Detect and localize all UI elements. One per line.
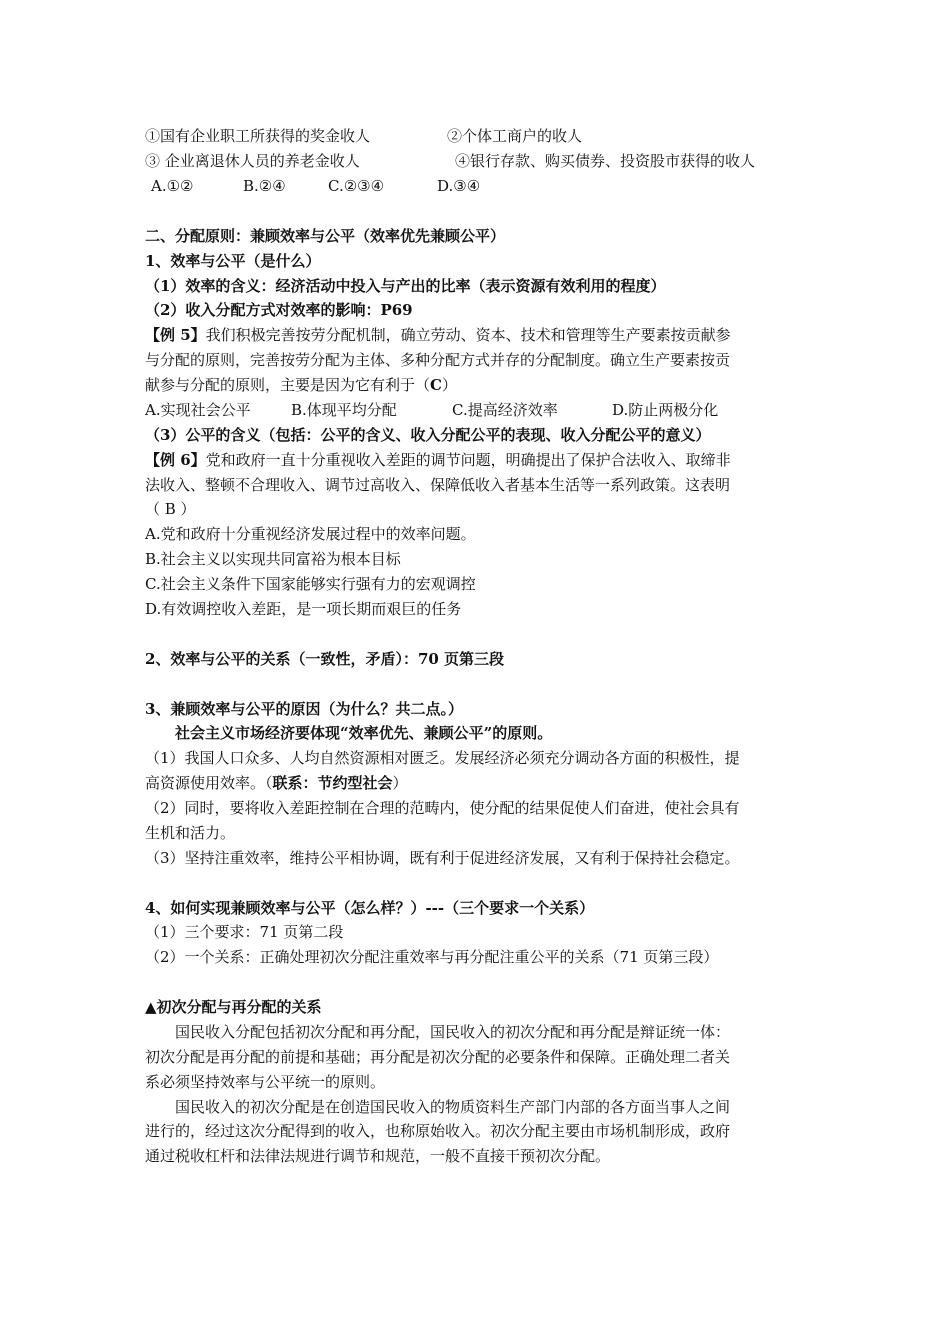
option-2: ②个体工商户的收人 xyxy=(447,127,583,145)
reason-1-link: 联系：节约型社会 xyxy=(272,774,393,792)
paragraph-2-line-2: 进行的，经过这次分配得到的收入，也称原始收入。初次分配主要由市场机制形成，政府 xyxy=(145,1122,731,1140)
example-6-line-3: （ B ） xyxy=(145,500,196,518)
point-distribution-effect: （2）收入分配方式对效率的影响：P69 xyxy=(145,301,413,319)
example-5-close: ） xyxy=(441,376,457,394)
example-6-line-2: 法收入、整顿不合理收入、调节过高收入、保障低收入者基本生活等一系列政策。这表明 xyxy=(145,476,731,494)
choice-d: D.③④ xyxy=(437,177,481,195)
example-5-text-3: 献参与分配的原则，主要是因为它有利于（ xyxy=(145,376,431,394)
subheading-4: 4、如何实现兼顾效率与公平（怎么样？）---（三个要求一个关系） xyxy=(145,899,595,917)
principle-statement: 社会主义市场经济要体现“效率优先、兼顾公平”的原则。 xyxy=(175,724,553,742)
paragraph-1-line-2: 初次分配是再分配的前提和基础；再分配是初次分配的必要条件和保障。正确处理二者关 xyxy=(145,1048,731,1066)
ex5-choice-c: C.提高经济效率 xyxy=(452,401,558,419)
example-5-answer: C xyxy=(430,376,442,394)
section-heading: 二、分配原则：兼顾效率与公平（效率优先兼顾公平） xyxy=(145,227,506,245)
ex6-choice-a: A.党和政府十分重视经济发展过程中的效率问题。 xyxy=(145,525,476,543)
ex6-choice-c: C.社会主义条件下国家能够实行强有力的宏观调控 xyxy=(145,575,476,593)
paragraph-2-line-1: 国民收入的初次分配是在创造国民收入的物质资料生产部门内部的各方面当事人之间 xyxy=(175,1098,731,1116)
triangle-heading: ▲初次分配与再分配的关系 xyxy=(145,998,322,1016)
subheading-3: 3、兼顾效率与公平的原因（为什么？共二点。） xyxy=(145,700,463,718)
example-5-tag: 【例 5】 xyxy=(145,326,206,344)
paragraph-1-line-1: 国民收入分配包括初次分配和再分配，国民收入的初次分配和再分配是辩证统一体： xyxy=(175,1023,731,1041)
requirement-1: （1）三个要求：71 页第二段 xyxy=(145,923,344,941)
example-5-line-2: 与分配的原则，完善按劳分配为主体、多种分配方式并存的分配制度。确立生产要素按贡 xyxy=(145,351,731,369)
example-5-line-1 xyxy=(145,323,825,348)
subheading-2: 2、效率与公平的关系（一致性，矛盾）：70 页第三段 xyxy=(145,650,505,668)
example-6-line-1 xyxy=(145,448,825,473)
requirement-2: （2）一个关系：正确处理初次分配注重效率与再分配注重公平的关系（71 页第三段） xyxy=(145,948,719,966)
ex6-choice-b: B.社会主义以实现共同富裕为根本目标 xyxy=(145,550,401,568)
option-3: ③ 企业离退休人员的养老金收人 xyxy=(145,152,360,170)
choice-c: C.②③④ xyxy=(328,177,385,195)
ex6-choice-d: D.有效调控收入差距，是一项长期而艰巨的任务 xyxy=(145,600,462,618)
reason-3: （3）坚持注重效率，维持公平相协调，既有利于促进经济发展，又有利于保持社会稳定。 xyxy=(145,849,740,867)
paragraph-1-line-3: 系必须坚持效率与公平统一的原则。 xyxy=(145,1073,386,1091)
option-1: ①国有企业职工所获得的奖金收人 xyxy=(145,127,371,145)
ex5-choice-d: D.防止两极分化 xyxy=(612,401,719,419)
ex5-choice-a: A.实现社会公平 xyxy=(145,401,251,419)
reason-1-line-2 xyxy=(145,771,825,796)
choice-a: A.①② xyxy=(151,177,194,195)
reason-2-line-2: 生机和活力。 xyxy=(145,824,236,842)
paragraph-2-line-3: 通过税收杠杆和法律法规进行调节和规范，一般不直接干预初次分配。 xyxy=(145,1147,611,1165)
example-5-text-1: 我们积极完善按劳分配机制，确立劳动、资本、技术和管理等生产要素按贡献参 xyxy=(205,326,731,344)
example-6-tag: 【例 6】 xyxy=(145,451,206,469)
choice-b: B.②④ xyxy=(243,177,286,195)
ex5-choice-b: B.体现平均分配 xyxy=(291,401,397,419)
example-5-line-3 xyxy=(145,373,825,398)
point-fairness-meaning: （3）公平的含义（包括：公平的含义、收入分配公平的表现、收入分配公平的意义） xyxy=(145,426,711,444)
reason-2-line-1: （2）同时，要将收入差距控制在合理的范畴内，使分配的结果促使人们奋进，使社会具有 xyxy=(145,799,740,817)
subheading-1: 1、效率与公平（是什么） xyxy=(145,252,321,270)
reason-1-close: ） xyxy=(392,774,408,792)
example-6-text-1: 党和政府一直十分重视收入差距的调节问题，明确提出了保护合法收入、取缔非 xyxy=(205,451,731,469)
reason-1-text: 高资源使用效率。（ xyxy=(145,774,273,792)
point-efficiency-meaning: （1）效率的含义：经济活动中投入与产出的比率（表示资源有效利用的程度） xyxy=(145,277,666,295)
option-4: ④银行存款、购买债券、投资股市获得的收人 xyxy=(455,152,756,170)
reason-1-line-1: （1）我国人口众多、人均自然资源相对匮乏。发展经济必须充分调动各方面的积极性，提 xyxy=(145,749,740,767)
